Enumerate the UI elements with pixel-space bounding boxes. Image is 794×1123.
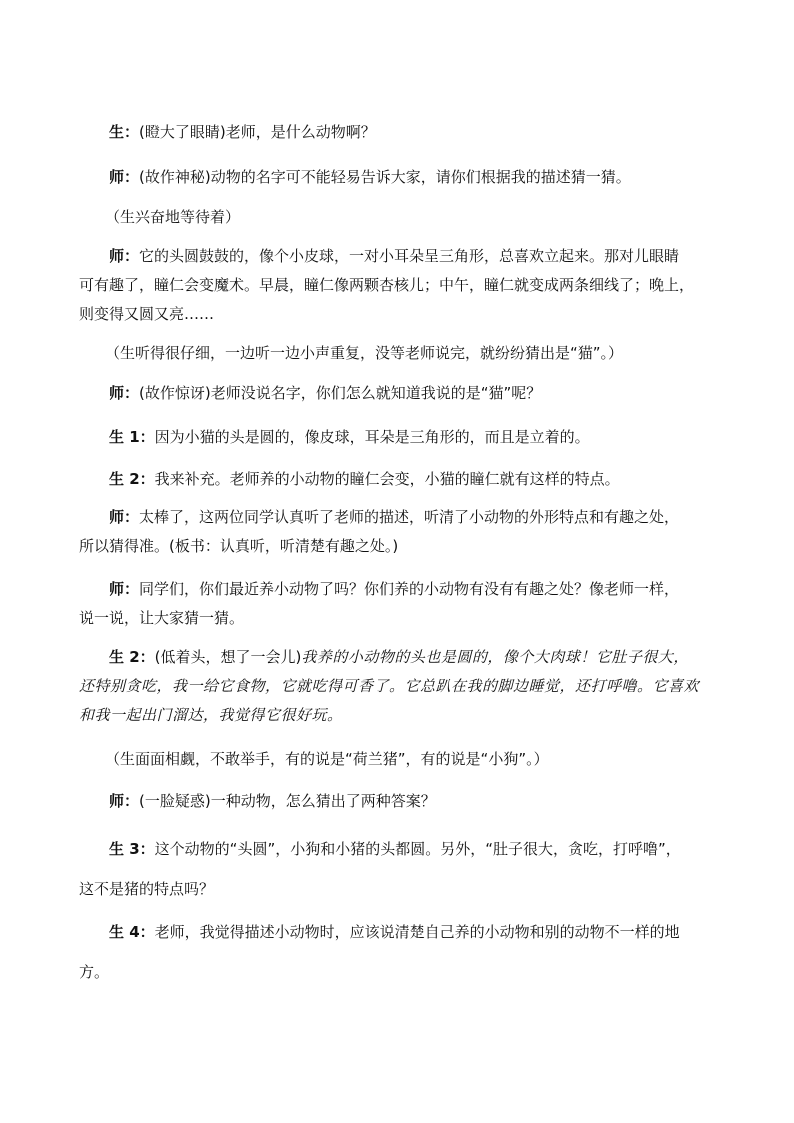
line-text: 可有趣了，瞳仁会变魔术。早晨，瞳仁像两颗杏核儿；中午，瞳仁就变成两条细线了；晚上， (79, 276, 695, 294)
line-text: 所以猜得准。(板书：认真听，听清楚有趣之处。) (79, 537, 399, 555)
line-text: 说一说，让大家猜一猜。 (79, 609, 245, 627)
line-text: 和我一起出门溜达，我觉得它很好玩。 (79, 706, 343, 724)
speaker-label: 师： (109, 247, 140, 265)
dialogue-line (105, 745, 725, 774)
dialogue-paragraph (79, 575, 729, 633)
speaker-label: 师： (109, 168, 140, 186)
dialogue-paragraph (109, 118, 729, 147)
line-text: 因为小猫的头是圆的，像皮球，耳朵是三角形的，而且是立着的。 (154, 428, 590, 446)
line-text: （生听得很仔细，一边听一边小声重复，没等老师说完，就纷纷猜出是“猫”。） (105, 344, 624, 362)
speaker-label: 师： (109, 580, 140, 598)
dialogue-line (79, 271, 729, 300)
dialogue-line (79, 701, 729, 730)
speaker-label: 师： (109, 792, 140, 810)
line-text: 方。 (79, 963, 110, 981)
speaker-label: 生 2： (109, 648, 155, 666)
dialogue-line (109, 163, 729, 192)
dialogue-line (109, 118, 729, 147)
dialogue-paragraph (109, 163, 729, 192)
stage-direction (105, 203, 725, 232)
line-text: 还特别贪吃，我一给它食物，它就吃得可香了。它总趴在我的脚边睡觉，还打呼噜。它喜欢 (79, 677, 700, 695)
speaker-label: 生 1： (109, 428, 155, 446)
dialogue-line (105, 339, 725, 368)
dialogue-line (105, 203, 725, 232)
line-text: (故作神秘)动物的名字可不能轻易告诉大家，请你们根据我的描述猜一猜。 (139, 168, 631, 186)
dialogue-line (109, 912, 729, 952)
speaker-label: 师： (109, 384, 140, 402)
speaker-label: 师： (109, 508, 140, 526)
line-text: (故作惊讶)老师没说名字，你们怎么就知道我说的是“猫”呢？ (139, 384, 542, 402)
speaker-label: 生 2： (109, 470, 155, 488)
dialogue-line (109, 575, 729, 604)
dialogue-line (109, 787, 729, 816)
line-text: 太棒了，这两位同学认真听了老师的描述，听清了小动物的外形特点和有趣之处， (139, 508, 680, 526)
dialogue-paragraph (109, 787, 729, 816)
dialogue-line (79, 869, 729, 909)
stage-prefix: (低着头，想了一会儿) (154, 648, 302, 666)
line-text: 我来补充。老师养的小动物的瞳仁会变，小猫的瞳仁就有这样的特点。 (154, 470, 620, 488)
stage-direction (105, 745, 725, 774)
dialogue-paragraph (79, 503, 729, 561)
dialogue-line (109, 829, 729, 869)
speaker-label: 生 3： (109, 840, 155, 858)
line-text: (一脸疑惑)一种动物，怎么猜出了两种答案？ (139, 792, 436, 810)
dialogue-line (79, 532, 729, 561)
dialogue-line (79, 952, 729, 992)
speaker-label: 生 4： (109, 923, 155, 941)
dialogue-paragraph (79, 643, 729, 730)
dialogue-line (109, 643, 729, 672)
line-text: 则变得又圆又亮…… (79, 305, 215, 323)
dialogue-paragraph (109, 423, 729, 452)
line-text: 它的头圆鼓鼓的，像个小皮球，一对小耳朵呈三角形，总喜欢立起来。那对儿眼睛 (139, 247, 680, 265)
line-text: （生兴奋地等待着） (105, 208, 241, 226)
dialogue-line (79, 672, 729, 701)
line-text: 这个动物的“头圆”，小狗和小猪的头都圆。另外，“肚子很大，贪吃，打呼噜”， (154, 840, 681, 858)
dialogue-paragraph (79, 912, 729, 992)
stage-direction (105, 339, 725, 368)
dialogue-paragraph (109, 465, 729, 494)
line-text: 同学们，你们最近养小动物了吗？你们养的小动物有没有有趣之处？像老师一样， (139, 580, 680, 598)
dialogue-line (109, 465, 729, 494)
dialogue-paragraph (79, 242, 729, 329)
line-text: 老师，我觉得描述小动物时，应该说清楚自己养的小动物和别的动物不一样的地 (154, 923, 680, 941)
dialogue-line (79, 604, 729, 633)
dialogue-line (109, 242, 729, 271)
dialogue-paragraph (79, 829, 729, 909)
dialogue-line (109, 423, 729, 452)
line-text: (瞪大了眼睛)老师，是什么动物啊？ (139, 123, 376, 141)
dialogue-line (109, 503, 729, 532)
dialogue-paragraph (109, 379, 729, 408)
line-text: 我养的小动物的头也是圆的，像个大肉球！它肚子很大， (301, 648, 689, 666)
dialogue-line (109, 379, 729, 408)
line-text: 这不是猪的特点吗？ (79, 880, 215, 898)
dialogue-line (79, 300, 729, 329)
speaker-label: 生： (109, 123, 140, 141)
line-text: （生面面相觑，不敢举手，有的说是“荷兰猪”，有的说是“小狗”。） (105, 750, 549, 768)
